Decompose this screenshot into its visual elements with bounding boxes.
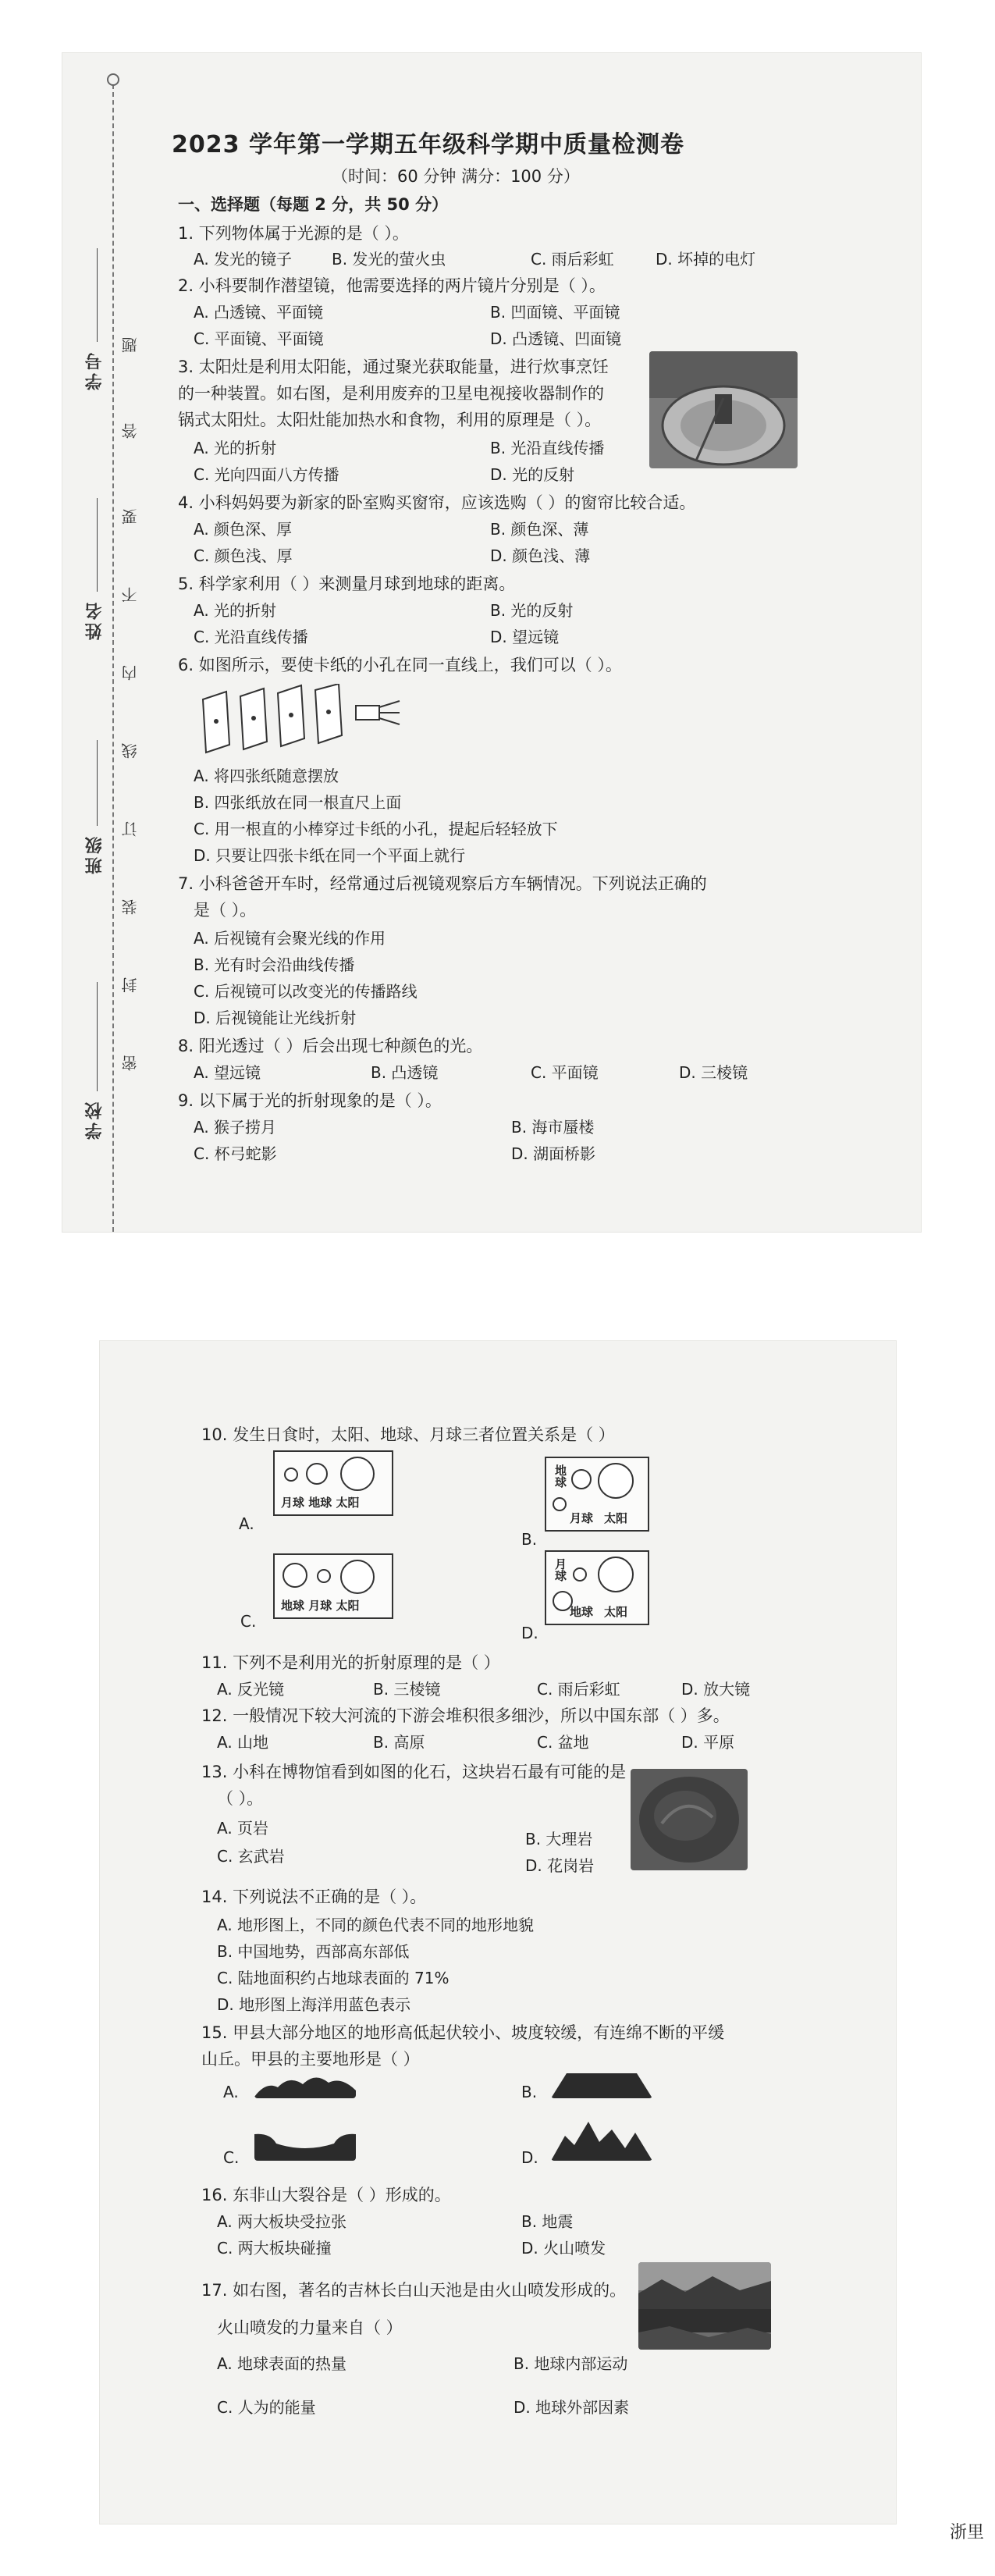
diagram-label: 太阳 — [604, 1605, 628, 1619]
exam-subtitle: （时间：60 分钟 满分：100 分） — [332, 167, 580, 186]
question-stem: 5. 科学家利用（ ）来测量月球到地球的距离。 — [178, 575, 516, 593]
margin-label-class: 班级 — [85, 834, 105, 874]
question-stem: 11. 下列不是利用光的折射原理的是（ ） — [201, 1653, 500, 1672]
option[interactable]: C. 玄武岩 — [217, 1847, 285, 1866]
diagram-label: 月球 地球 太阳 — [281, 1496, 360, 1510]
seal-char: 要 — [121, 506, 140, 525]
option[interactable]: B. 三棱镜 — [373, 1680, 441, 1699]
option[interactable]: A. 地球表面的热量 — [217, 2354, 347, 2373]
option[interactable]: B. 发光的萤火虫 — [332, 250, 446, 269]
option[interactable]: B. 光的反射 — [490, 601, 574, 620]
option[interactable]: A. 猴子捞月 — [194, 1118, 277, 1137]
earth-circle — [571, 1469, 592, 1489]
question-stem: 1. 下列物体属于光源的是（ ）。 — [178, 224, 409, 243]
option[interactable]: C. 颜色浅、厚 — [194, 546, 293, 565]
option[interactable]: A. 光的折射 — [194, 439, 277, 457]
option[interactable]: B. 地震 — [521, 2212, 574, 2231]
option[interactable]: D. 光的反射 — [490, 465, 575, 484]
question-stem: 10. 发生日食时，太阳、地球、月球三者位置关系是（ ） — [201, 1425, 615, 1444]
question-stem: 15. 甲县大部分地区的地形高低起伏较小、坡度较缓，有连绵不断的平缓 — [201, 2023, 725, 2042]
landform-hills-icon — [254, 2067, 356, 2098]
question-stem: 山丘。甲县的主要地形是（ ） — [201, 2050, 420, 2069]
option[interactable]: C. 平面镜、平面镜 — [194, 329, 324, 348]
diagram-label: 地球 月球 太阳 — [281, 1599, 360, 1613]
diagram-label: 月球 — [553, 1558, 567, 1582]
margin-label-school: 学校 — [85, 1099, 105, 1140]
seal-char: 密 — [121, 1052, 140, 1071]
option[interactable]: C. 盆地 — [537, 1733, 589, 1752]
landform-plateau-icon — [551, 2067, 652, 2098]
option[interactable]: B. 四张纸放在同一根直尺上面 — [194, 793, 402, 812]
option[interactable]: C. — [223, 2148, 240, 2167]
option[interactable]: A. — [239, 1514, 254, 1533]
option[interactable]: D. 三棱镜 — [679, 1063, 748, 1082]
question-stem: 9. 以下属于光的折射现象的是（ ）。 — [178, 1091, 442, 1110]
option[interactable]: A. 山地 — [217, 1733, 269, 1752]
option[interactable]: C. 后视镜可以改变光的传播路线 — [194, 982, 418, 1001]
solar-cooker-photo — [649, 351, 798, 468]
landform-basin-icon — [254, 2129, 356, 2161]
option[interactable]: C. 用一根直的小棒穿过卡纸的小孔，提起后轻轻放下 — [194, 820, 558, 838]
option[interactable]: A. 望远镜 — [194, 1063, 261, 1082]
seal-char: 装 — [121, 896, 140, 915]
option[interactable]: A. 页岩 — [217, 1819, 269, 1838]
option[interactable]: D. 平原 — [681, 1733, 735, 1752]
option[interactable]: C. 光向四面八方传播 — [194, 465, 339, 484]
option[interactable]: D. 放大镜 — [681, 1680, 751, 1699]
diagram-label: 地球 — [570, 1605, 594, 1619]
option[interactable]: C. 平面镜 — [531, 1063, 599, 1082]
option[interactable]: D. 颜色浅、薄 — [490, 546, 591, 565]
eclipse-diagram-a[interactable] — [273, 1450, 393, 1516]
option[interactable]: C. 雨后彩虹 — [531, 250, 614, 269]
exam-title: 2023 学年第一学期五年级科学期中质量检测卷 — [172, 131, 684, 158]
option[interactable]: B. 地球内部运动 — [513, 2354, 628, 2373]
option[interactable]: C. 陆地面积约占地球表面的 71% — [217, 1969, 450, 1987]
seal-char: 封 — [121, 974, 140, 993]
earth-circle — [283, 1563, 307, 1588]
eclipse-diagram-c[interactable] — [273, 1553, 393, 1619]
eclipse-diagram-d[interactable] — [545, 1550, 649, 1625]
question-stem: 是（ ）。 — [194, 901, 257, 920]
binding-hole — [107, 73, 119, 86]
moon-circle — [573, 1567, 587, 1582]
moon-circle — [553, 1497, 567, 1511]
seal-char: 订 — [121, 818, 140, 837]
option[interactable]: D. 湖面桥影 — [511, 1144, 596, 1163]
moon-circle — [284, 1468, 298, 1482]
option[interactable]: C. 雨后彩虹 — [537, 1680, 620, 1699]
question-stem: 2. 小科要制作潜望镜，他需要选择的两片镜片分别是（ ）。 — [178, 276, 606, 295]
eclipse-diagram-b[interactable] — [545, 1457, 649, 1532]
binding-line — [112, 76, 114, 1232]
sun-circle — [340, 1560, 375, 1594]
option[interactable]: A. 地形图上，不同的颜色代表不同的地形地貌 — [217, 1916, 535, 1934]
option[interactable]: D. 望远镜 — [490, 628, 560, 646]
option[interactable]: B. — [521, 1530, 538, 1549]
option[interactable]: D. 火山喷发 — [521, 2239, 606, 2258]
diagram-label: 太阳 — [604, 1511, 628, 1525]
option[interactable]: D. 坏掉的电灯 — [656, 250, 756, 269]
question-stem: 8. 阳光透过（ ）后会出现七种颜色的光。 — [178, 1037, 483, 1055]
question-stem: （ ）。 — [217, 1789, 264, 1808]
diagram-label: 地球 — [553, 1464, 567, 1488]
tianchi-lake-photo — [638, 2262, 771, 2350]
card-holes-diagram — [195, 684, 406, 758]
school-line — [97, 982, 98, 1091]
question-stem: 12. 一般情况下较大河流的下游会堆积很多细沙，所以中国东部（ ）多。 — [201, 1706, 730, 1725]
class-line — [97, 740, 98, 826]
option[interactable]: A. 发光的镜子 — [194, 250, 293, 269]
option[interactable]: C. — [240, 1612, 257, 1631]
question-stem: 16. 东非山大裂谷是（ ）形成的。 — [201, 2186, 451, 2204]
sun-circle — [598, 1463, 634, 1499]
landform-mountains-icon — [551, 2122, 652, 2161]
option[interactable]: B. 凸透镜 — [371, 1063, 439, 1082]
question-stem: 6. 如图所示，要使卡纸的小孔在同一直线上，我们可以（ ）。 — [178, 656, 622, 674]
option[interactable]: B. 光沿直线传播 — [490, 439, 605, 457]
option[interactable]: D. — [521, 1624, 538, 1642]
option[interactable]: A. 颜色深、厚 — [194, 520, 293, 539]
option[interactable]: B. 颜色深、薄 — [490, 520, 589, 539]
option[interactable]: B. 光有时会沿曲线传播 — [194, 955, 355, 974]
question-stem: 13. 小科在博物馆看到如图的化石，这块岩石最有可能的是 — [201, 1763, 627, 1781]
earth-circle — [306, 1463, 328, 1485]
seal-char: 内 — [121, 662, 140, 681]
question-stem: 锅式太阳灶。太阳灶能加热水和食物，利用的原理是（ ）。 — [178, 411, 602, 429]
option[interactable]: C. 两大板块碰撞 — [217, 2239, 332, 2258]
sun-circle — [340, 1457, 375, 1491]
question-stem: 14. 下列说法不正确的是（ ）。 — [201, 1888, 427, 1906]
option[interactable]: D. 凸透镜、凹面镜 — [490, 329, 622, 348]
seal-char: 线 — [121, 740, 140, 759]
option[interactable]: D. 花岗岩 — [525, 1856, 595, 1875]
seal-char: 题 — [121, 334, 140, 353]
moon-circle — [317, 1569, 331, 1583]
option[interactable]: C. 杯弓蛇影 — [194, 1144, 277, 1163]
question-stem: 17. 如右图，著名的吉林长白山天池是由火山喷发形成的。 — [201, 2281, 627, 2300]
option[interactable]: D. 只要让四张卡纸在同一个平面上就行 — [194, 846, 466, 865]
question-stem: 的一种装置。如右图，是利用废弃的卫星电视接收器制作的 — [178, 384, 604, 403]
corner-watermark: 浙里 — [949, 2523, 984, 2542]
section-heading: 一、选择题（每题 2 分，共 50 分） — [178, 195, 449, 214]
option[interactable]: D. 地球外部因素 — [513, 2398, 630, 2417]
option[interactable]: A. 光的折射 — [194, 601, 277, 620]
seal-char: 不 — [121, 584, 140, 603]
margin-label-name: 姓名 — [85, 600, 105, 640]
sun-circle — [598, 1557, 634, 1592]
question-stem: 火山喷发的力量来自（ ） — [217, 2318, 403, 2337]
option[interactable]: D. 地形图上海洋用蓝色表示 — [217, 1995, 411, 2014]
option[interactable]: A. 两大板块受拉张 — [217, 2212, 347, 2231]
option[interactable]: A. 将四张纸随意摆放 — [194, 767, 339, 785]
student-id-line — [97, 248, 98, 342]
option[interactable]: B. 凹面镜、平面镜 — [490, 303, 620, 322]
option[interactable]: A. 凸透镜、平面镜 — [194, 303, 324, 322]
option[interactable]: D. — [521, 2148, 538, 2167]
exam-page-1 — [62, 53, 921, 1232]
option[interactable]: B. 中国地势，西部高东部低 — [217, 1942, 410, 1961]
option[interactable]: A. 后视镜有会聚光线的作用 — [194, 929, 386, 948]
name-line — [97, 498, 98, 592]
seal-char: 答 — [121, 420, 140, 439]
exam-page-2 — [100, 1341, 896, 2524]
option[interactable]: B. 大理岩 — [525, 1830, 593, 1848]
question-stem: 3. 太阳灶是利用太阳能，通过聚光获取能量，进行炊事烹饪 — [178, 358, 609, 376]
diagram-label: 月球 — [570, 1511, 594, 1525]
fossil-rock-photo — [631, 1769, 748, 1870]
option[interactable]: A. — [223, 2083, 239, 2101]
option[interactable]: C. 光沿直线传播 — [194, 628, 308, 646]
option[interactable]: B. 高原 — [373, 1733, 425, 1752]
option[interactable]: D. 后视镜能让光线折射 — [194, 1009, 357, 1027]
option[interactable]: A. 反光镜 — [217, 1680, 285, 1699]
option[interactable]: B. — [521, 2083, 538, 2101]
question-stem: 4. 小科妈妈要为新家的卧室购买窗帘，应该选购（ ）的窗帘比较合适。 — [178, 493, 696, 512]
question-stem: 7. 小科爸爸开车时，经常通过后视镜观察后方车辆情况。下列说法正确的 — [178, 874, 707, 893]
option[interactable]: B. 海市蜃楼 — [511, 1118, 595, 1137]
margin-label-student-id: 学号 — [85, 350, 105, 390]
option[interactable]: C. 人为的能量 — [217, 2398, 316, 2417]
